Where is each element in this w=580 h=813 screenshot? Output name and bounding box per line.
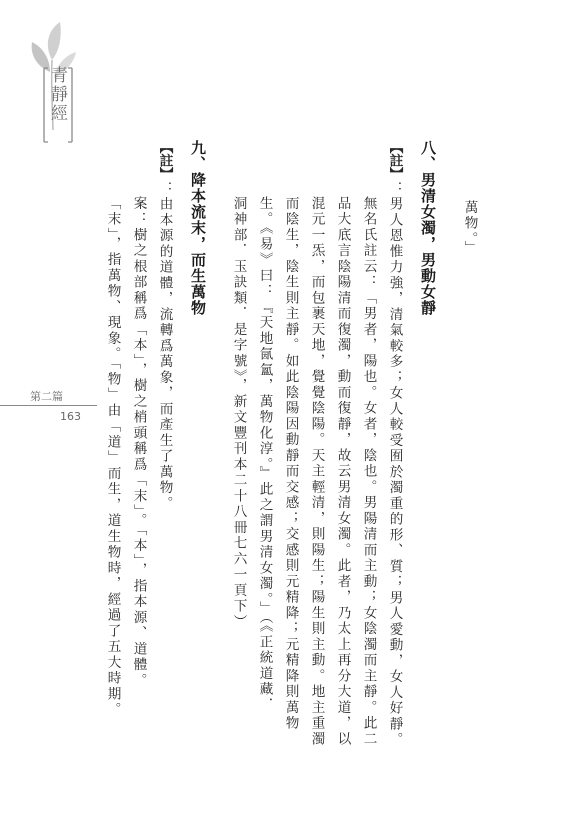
note-line-9-3: 「末」，指萬物、現象。「物」由「道」而生，道生物時，經過了五大時期。 [104, 196, 121, 718]
section-label: 第二篇 [30, 390, 63, 403]
note-line-9-1: 【註】：由本源的道體，流轉爲萬象，而產生了萬物。 [156, 140, 173, 512]
note-line-8-2: 無名氏註云：「男者，陽也。女者，陰也。男陽清而主動；女陰濁而主靜。此二 [360, 196, 377, 748]
note-tag-8: 【註】 [386, 140, 403, 181]
book-title: 青靜經 [47, 66, 67, 123]
continuation-text: 萬物。」 [461, 200, 478, 257]
divider-rule [0, 405, 97, 406]
note-line-9-2: 案：樹之根部稱爲「本」，樹之梢頭稱爲「末」。「本」，指本源、道體。 [130, 196, 147, 689]
page-number: 163 [60, 410, 81, 423]
note-line-8-6: 生。《易》曰：『天地氤氳，萬物化淳。』此之謂男清女濁。」（《正統道藏． [256, 196, 273, 714]
note-line-8-1: 【註】：男人恩惟力強，清氣較多；女人較受囿於濁重的形、質；男人愛動，女人好靜。 [386, 140, 403, 748]
note-line-8-4: 混元一炁，而包裹天地，覺覺陰陽。天主輕清，則陽生；陽生則主動。地主重濁 [308, 196, 325, 748]
note-tag-9: 【註】 [156, 140, 173, 181]
note-line-8-7: 洞神部．玉訣類．是字號》，新文豐刊本二十八冊七六一頁下） [230, 196, 247, 631]
section-heading-8: 八、男清女濁，男動女靜 [419, 140, 437, 316]
note-line-8-5: 而陰生，陰生則主靜。如此陰陽因動靜而交感；交感則元精降；元精降則萬物 [282, 196, 299, 732]
note-line-8-3: 品大底言陰陽清而復濁，動而復靜，故云男清女濁。此者，乃太上再分大道，以 [334, 196, 351, 748]
section-heading-9: 九、降本流末，而生萬物 [189, 140, 207, 316]
